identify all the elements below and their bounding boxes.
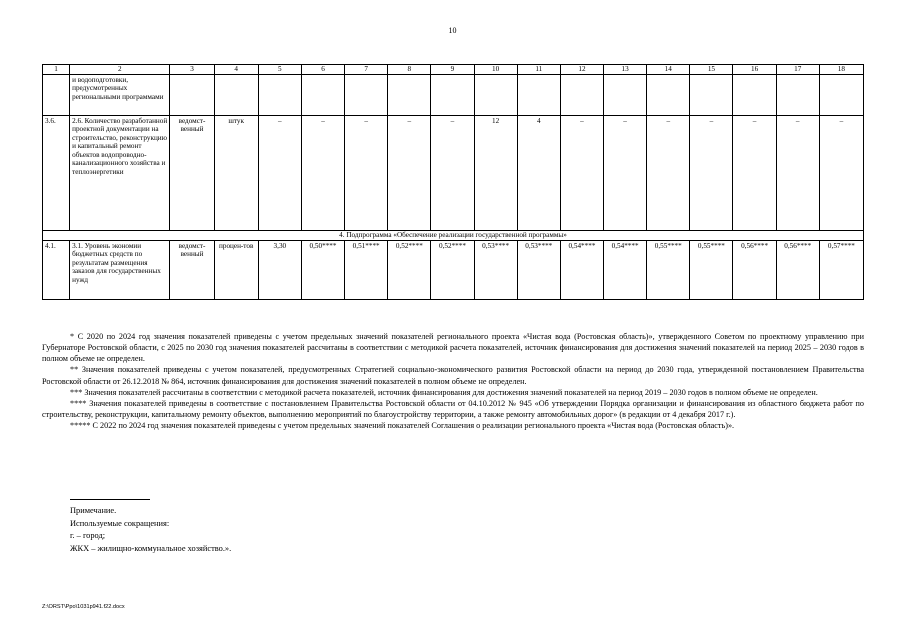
table-cell	[776, 75, 819, 116]
table-cell: 9	[431, 65, 474, 75]
table-row-4-1	[43, 241, 864, 300]
table-cell: и водоподготовки, предусмотренных региональными программами	[70, 75, 170, 116]
table-cell: 13	[604, 65, 647, 75]
table-cell: 12	[474, 116, 517, 231]
table-cell	[388, 75, 431, 116]
table-cell: 3,30	[258, 241, 301, 300]
table-row-continuation	[43, 75, 864, 116]
table-cell: 15	[690, 65, 733, 75]
table-cell: –	[733, 116, 776, 231]
table-cell: 3	[170, 65, 214, 75]
table-cell: 3.1. Уровень экономии бюджетных средств по результатам размещения заказов для государственных нужд	[70, 241, 170, 300]
table-cell	[43, 75, 70, 116]
table-cell: 0,57****	[819, 241, 863, 300]
table-cell: –	[819, 116, 863, 231]
abbreviation-item: ЖКХ – жилищно-коммунальное хозяйство.».	[70, 543, 232, 553]
subprogram-title: 4. Подпрограмма «Обеспечение реализации государственной программы»	[43, 231, 864, 241]
subprogram-row	[43, 231, 864, 241]
table-cell: –	[560, 116, 603, 231]
table-cell: 3.6.	[43, 116, 70, 231]
table-cell	[647, 75, 690, 116]
table-cell	[819, 75, 863, 116]
file-path-footer: Z:\ORST\Ppo\1031p941.f22.docx	[42, 604, 125, 610]
table-cell: 17	[776, 65, 819, 75]
table-cell	[560, 75, 603, 116]
footnotes	[42, 331, 864, 431]
table-cell: ведомст-венный	[170, 116, 214, 231]
page-number: 10	[448, 26, 457, 35]
table-cell: 1	[43, 65, 70, 75]
table-cell: 4	[517, 116, 560, 231]
table-cell: 0,54****	[604, 241, 647, 300]
table-cell: штук	[214, 116, 258, 231]
table-cell	[345, 75, 388, 116]
table-cell	[690, 75, 733, 116]
table-cell: 16	[733, 65, 776, 75]
table-cell	[604, 75, 647, 116]
table-cell	[258, 75, 301, 116]
table-cell	[474, 75, 517, 116]
table-cell: 4	[214, 65, 258, 75]
table-cell: 0,53****	[517, 241, 560, 300]
table-cell: 8	[388, 65, 431, 75]
table-cell	[517, 75, 560, 116]
footnote: ** Значения показателей приведены с учетом показателей, предусмотренных Стратегией социально-экономического развития Ростовской области на период до 2030 года, утвержденной постановлением Правительства Ростовской области от 26.12.2018 № 864, источник финансирования для достижения значений показателей в полном объеме не определен.	[42, 365, 864, 386]
indicators-table	[42, 64, 864, 300]
footnote: * С 2020 по 2024 год значения показателей приведены с учетом предельных значений показателей регионального проекта «Чистая вода (Ростовская область)», утвержденного Советом по проектному управлению при Губернаторе Ростовской области, с 2025 по 2030 год значения показателей рассчитаны в соответствии с методикой расчета показателей, источник финансирования для достижения значений показателей на период 2025 – 2030 годов в полном объеме не определен.	[42, 332, 864, 364]
table-cell: 6	[301, 65, 344, 75]
table-cell	[301, 75, 344, 116]
table-cell: –	[776, 116, 819, 231]
abbreviations-title: Используемые сокращения:	[70, 518, 170, 528]
table-cell: 10	[474, 65, 517, 75]
table-cell: –	[345, 116, 388, 231]
table-cell: –	[431, 116, 474, 231]
table-cell: 2	[70, 65, 170, 75]
note-label: Примечание.	[70, 506, 117, 515]
table-cell: –	[647, 116, 690, 231]
table-cell: 5	[258, 65, 301, 75]
table-header-row	[43, 65, 864, 75]
table-cell	[431, 75, 474, 116]
table-cell	[214, 75, 258, 116]
table-cell: 0,52****	[388, 241, 431, 300]
separator-line	[70, 499, 150, 500]
table-row-3-6	[43, 116, 864, 231]
footnote: **** Значения показателей приведены в соответствие с постановлением Правительства Ростовской области от 04.10.2012 № 945 «Об утверждении Порядка организации и финансирования из областного бюджета работ по строительству, реконструкции, капитальному ремонту объектов, выполнению мероприятий по благоустройству территории, а также ремонту автомобильных дорог» (в редакции от 4 декабря 2017 г.).	[42, 398, 864, 420]
table-cell: процен-тов	[214, 241, 258, 300]
table-cell: 11	[517, 65, 560, 75]
table-cell: 18	[819, 65, 863, 75]
footnote: *** Значения показателей рассчитаны в соответствии с методикой расчета показателей, источник финансирования для достижения значений показателей на период 2019 – 2030 годов в полном объеме не определен.	[70, 387, 818, 397]
table-cell: –	[258, 116, 301, 231]
table-cell	[170, 75, 214, 116]
table-cell: 14	[647, 65, 690, 75]
table-cell: ведомст-венный	[170, 241, 214, 300]
abbreviations-block	[70, 505, 231, 555]
table-cell: 12	[560, 65, 603, 75]
table-cell: 0,56****	[733, 241, 776, 300]
table-cell: 4.1.	[43, 241, 70, 300]
table-cell: 0,55****	[690, 241, 733, 300]
table-cell: 2.6. Количество разработанной проектной документации на строительство, реконструкцию и капитальный ремонт объектов водопроводно-канализационного хозяйства и теплоэнергетики	[70, 116, 170, 231]
table-cell: –	[604, 116, 647, 231]
abbreviation-item: г. – город;	[70, 531, 106, 541]
table-cell: –	[388, 116, 431, 231]
table-cell: 0,56****	[776, 241, 819, 300]
table-cell: 0,55****	[647, 241, 690, 300]
table-cell: 0,54****	[560, 241, 603, 300]
table-cell: 0,52****	[431, 241, 474, 300]
table-cell: –	[690, 116, 733, 231]
table-cell: 0,53****	[474, 241, 517, 300]
table-cell: 0,51****	[345, 241, 388, 300]
table-cell: 7	[345, 65, 388, 75]
table-cell: 0,50****	[301, 241, 344, 300]
footnote: ***** С 2022 по 2024 год значения показателей приведены с учетом предельных значений показателей Соглашения о реализации регионального проекта «Чистая вода (Ростовская область)».	[70, 421, 735, 431]
table-cell: –	[301, 116, 344, 231]
table-cell	[733, 75, 776, 116]
